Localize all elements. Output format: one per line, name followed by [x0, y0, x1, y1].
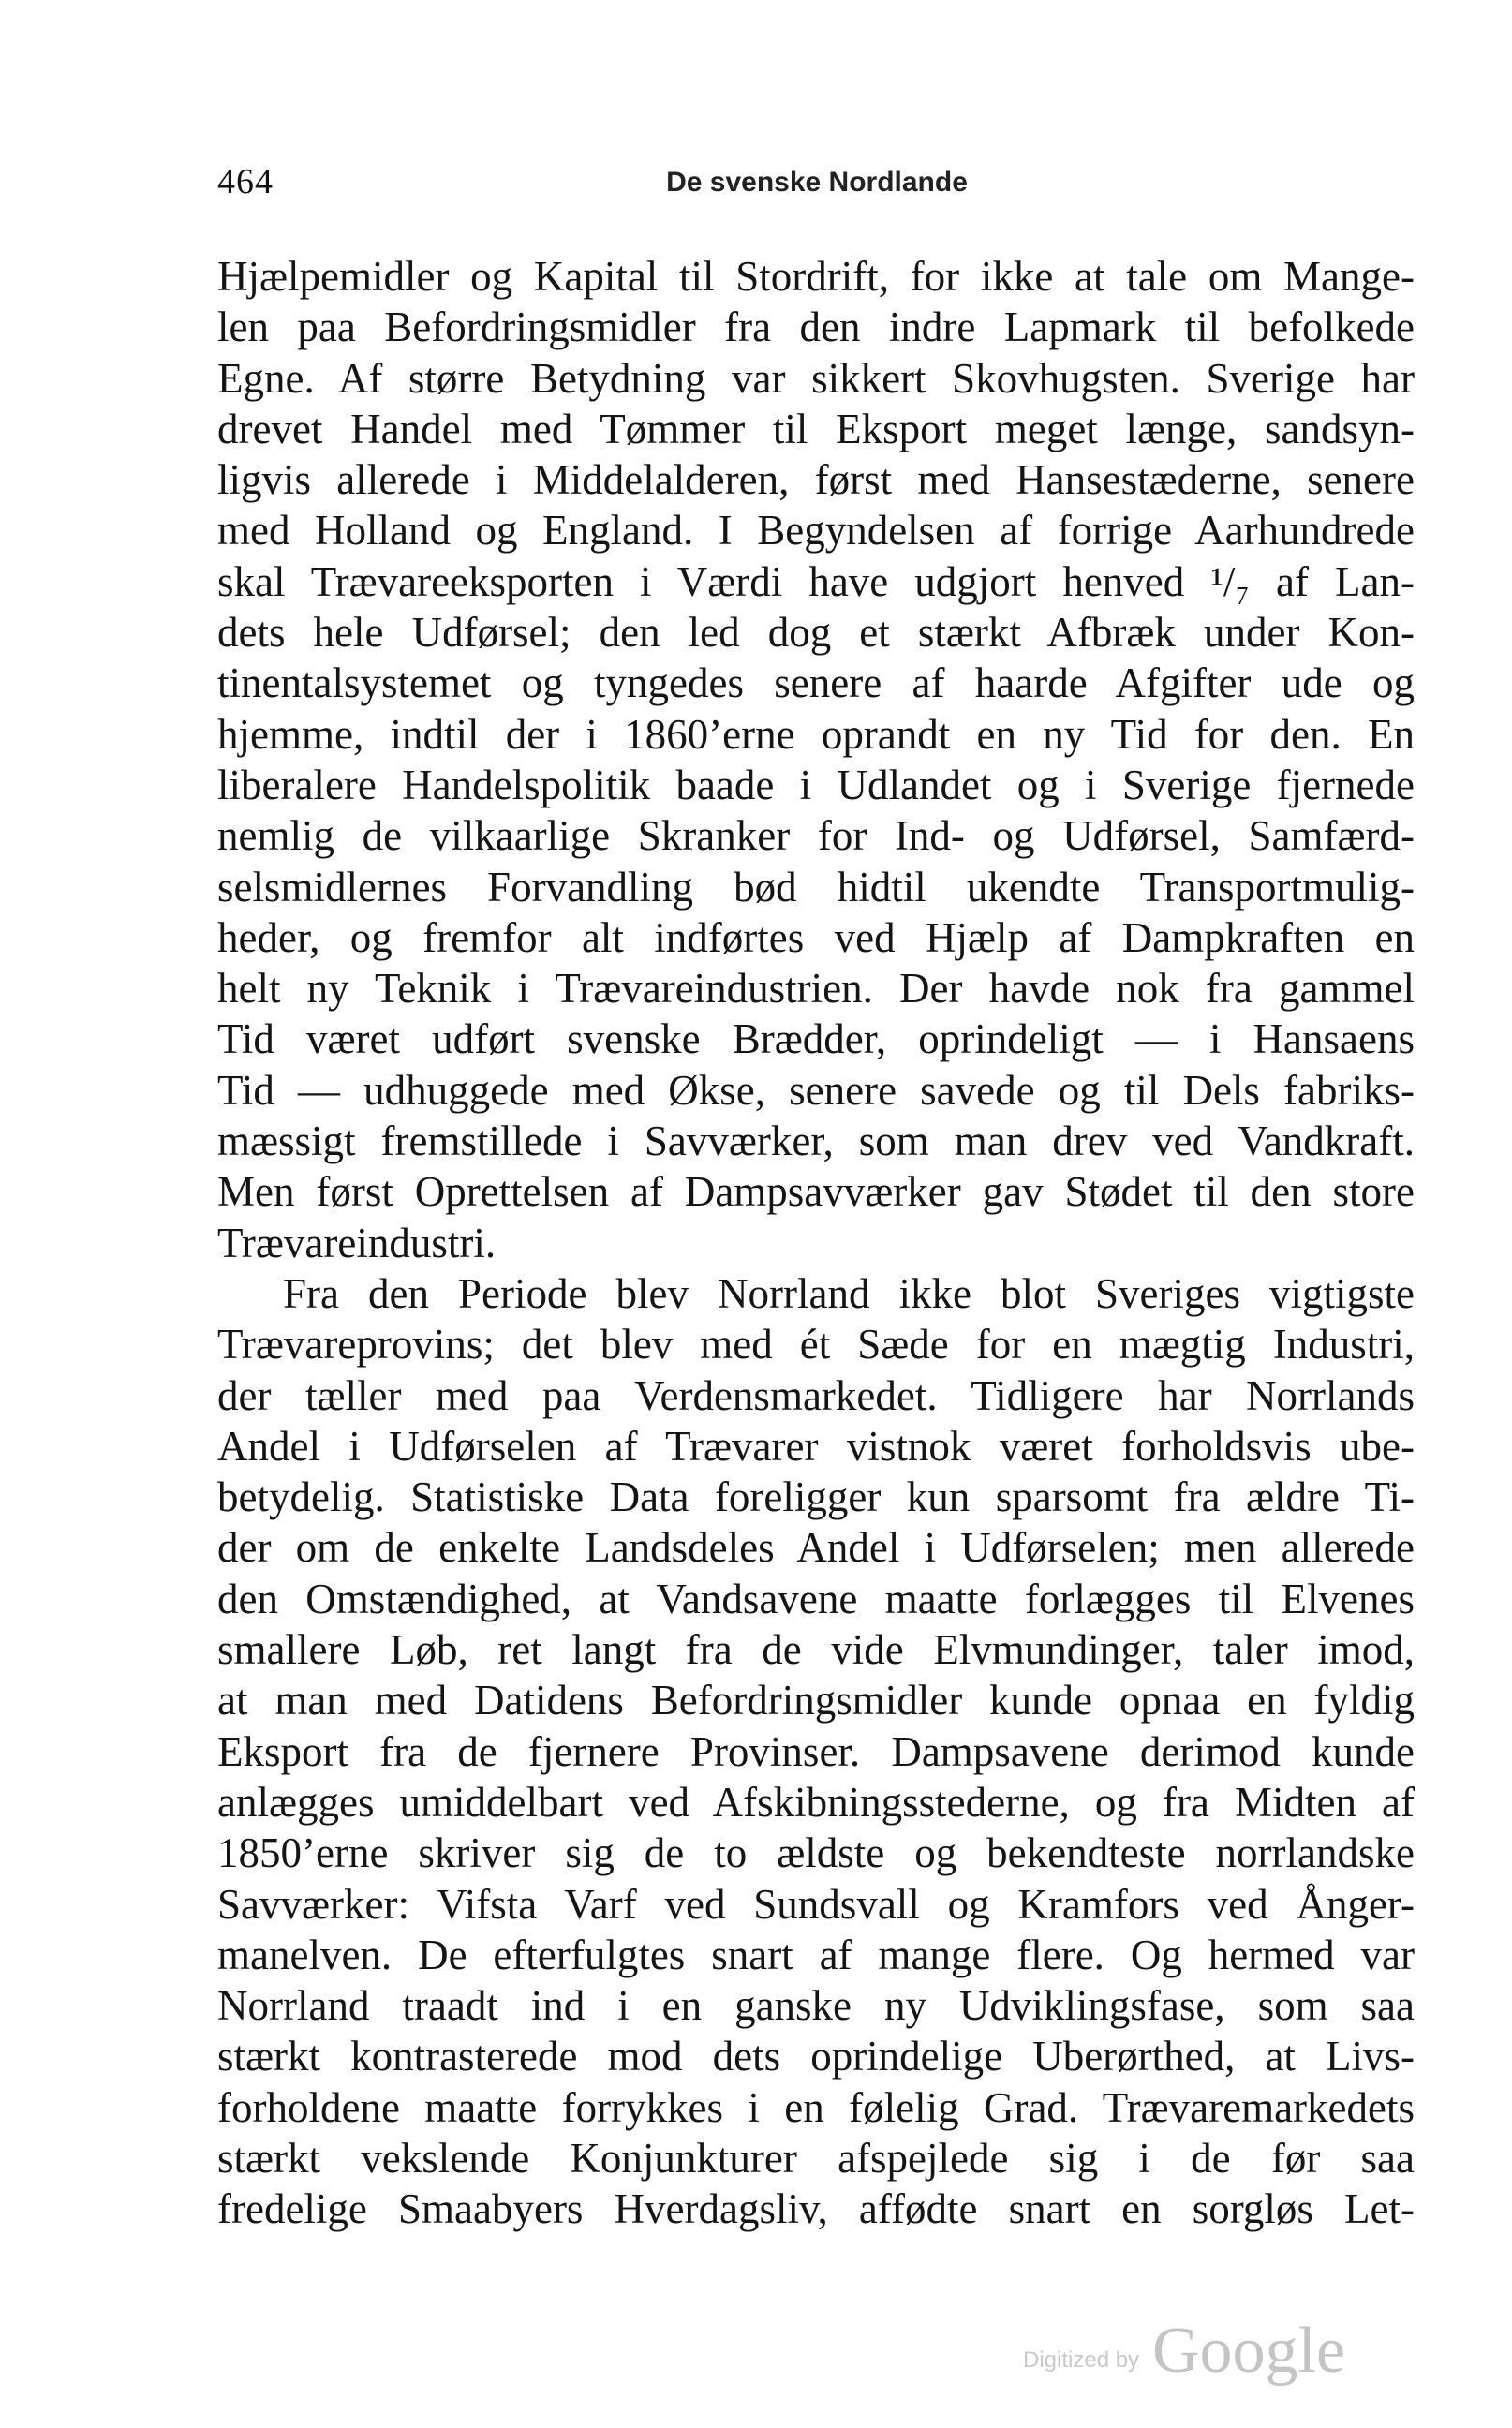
text-line: Eksport fra de fjernere Provinser. Dampsavene derimod kunde: [217, 1727, 1415, 1775]
text-line: Hjælpemidler og Kapital til Stordrift, for ikke at tale om Mange-: [217, 253, 1415, 300]
text-line: len paa Befordringsmidler fra den indre Lapmark til befolkede: [217, 304, 1415, 351]
text-line: Savværker: Vifsta Varf ved Sundsvall og Kramfors ved Ånger-: [217, 1880, 1415, 1928]
text-line: skal Trævareeksporten i Værdi have udgjort henved ¹/₇ af Lan-: [217, 557, 1415, 605]
text-line: Trævareprovins; det blev med ét Sæde for en mægtig Industri,: [217, 1321, 1415, 1369]
paragraph-start-line: Fra den Periode blev Norrland ikke blot Sveriges vigtigste: [283, 1269, 1415, 1317]
text-line: manelven. De efterfulgtes snart af mange flere. Og hermed var: [217, 1931, 1415, 1978]
text-line: anlægges umiddelbart ved Afskibningsstederne, og fra Midten af: [217, 1778, 1415, 1826]
header-title: De svenske Nordlande: [666, 167, 968, 198]
text-line: nemlig de vilkaarlige Skranker for Ind- og Udførsel, Samfærd-: [217, 812, 1415, 860]
paragraph-end-line: Trævareindustri.: [217, 1219, 497, 1266]
running-head: [217, 161, 1416, 217]
body-text: [217, 251, 1415, 2235]
text-line: tinentalsystemet og tyngedes senere af haarde Afgifter ude og: [217, 659, 1415, 707]
text-line: med Holland og England. I Begyndelsen af forrige Aarhundrede: [217, 507, 1415, 555]
text-line: stærkt vekslende Konjunkturer afspejlede sig i de før saa: [217, 2134, 1415, 2182]
text-line: drevet Handel med Tømmer til Eksport meget længe, sandsyn-: [217, 405, 1415, 452]
text-line: liberalere Handelspolitik baade i Udlandet og i Sverige fjernede: [217, 761, 1415, 808]
text-line: 1850’erne skriver sig de to ældste og bekendteste norrlandske: [217, 1829, 1415, 1877]
text-line: Andel i Udførselen af Trævarer vistnok været forholdsvis ube-: [217, 1422, 1415, 1470]
digitized-by-google-watermark: [1023, 2314, 1379, 2389]
text-line: heder, og fremfor alt indførtes ved Hjælp af Dampkraften en: [217, 913, 1415, 961]
text-line: fredelige Smaabyers Hverdagsliv, affødte snart en sorgløs Let-: [217, 2185, 1415, 2233]
text-line: smallere Løb, ret langt fra de vide Elvmundinger, taler imod,: [217, 1626, 1415, 1674]
text-line: betydelig. Statistiske Data foreligger kun sparsomt fra ældre Ti-: [217, 1473, 1415, 1521]
text-line: Norrland traadt ind i en ganske ny Udviklingsfase, som saa: [217, 1982, 1415, 2030]
text-line: selsmidlernes Forvandling bød hidtil ukendte Transportmulig-: [217, 863, 1415, 910]
watermark-digitized-label: Digitized by: [1023, 2347, 1140, 2373]
text-line: der tæller med paa Verdensmarkedet. Tidligere har Norrlands: [217, 1371, 1415, 1419]
text-line: Egne. Af større Betydning var sikkert Skovhugsten. Sverige har: [217, 354, 1415, 402]
text-line: hjemme, indtil der i 1860’erne oprandt en ny Tid for den. En: [217, 710, 1415, 758]
text-line: helt ny Teknik i Trævareindustrien. Der havde nok fra gammel: [217, 965, 1415, 1013]
text-line: mæssigt fremstillede i Savværker, som man drev ved Vandkraft.: [217, 1118, 1415, 1165]
text-line: dets hele Udførsel; den led dog et stærkt Afbræk under Kon-: [217, 609, 1415, 657]
text-line: der om de enkelte Landsdeles Andel i Udførselen; men allerede: [217, 1524, 1415, 1572]
text-line: ligvis allerede i Middelalderen, først med Hansestæderne, senere: [217, 456, 1415, 504]
text-line: Men først Oprettelsen af Dampsavværker gav Stødet til den store: [217, 1168, 1415, 1216]
text-line: at man med Datidens Befordringsmidler kunde opnaa en fyldig: [217, 1677, 1415, 1725]
watermark-google-logo: Google: [1152, 2315, 1346, 2387]
text-line: Tid — udhuggede med Økse, senere savede og til Dels fabriks-: [217, 1066, 1415, 1114]
text-line: stærkt kontrasterede mod dets oprindelige Uberørthed, at Livs-: [217, 2033, 1415, 2080]
text-line: Tid været udført svenske Brædder, oprindeligt — i Hansaens: [217, 1015, 1415, 1063]
text-line: den Omstændighed, at Vandsavene maatte forlægges til Elvenes: [217, 1575, 1415, 1622]
text-line: forholdene maatte forrykkes i en følelig Grad. Trævaremarkedets: [217, 2083, 1415, 2131]
page-number: 464: [217, 162, 274, 201]
